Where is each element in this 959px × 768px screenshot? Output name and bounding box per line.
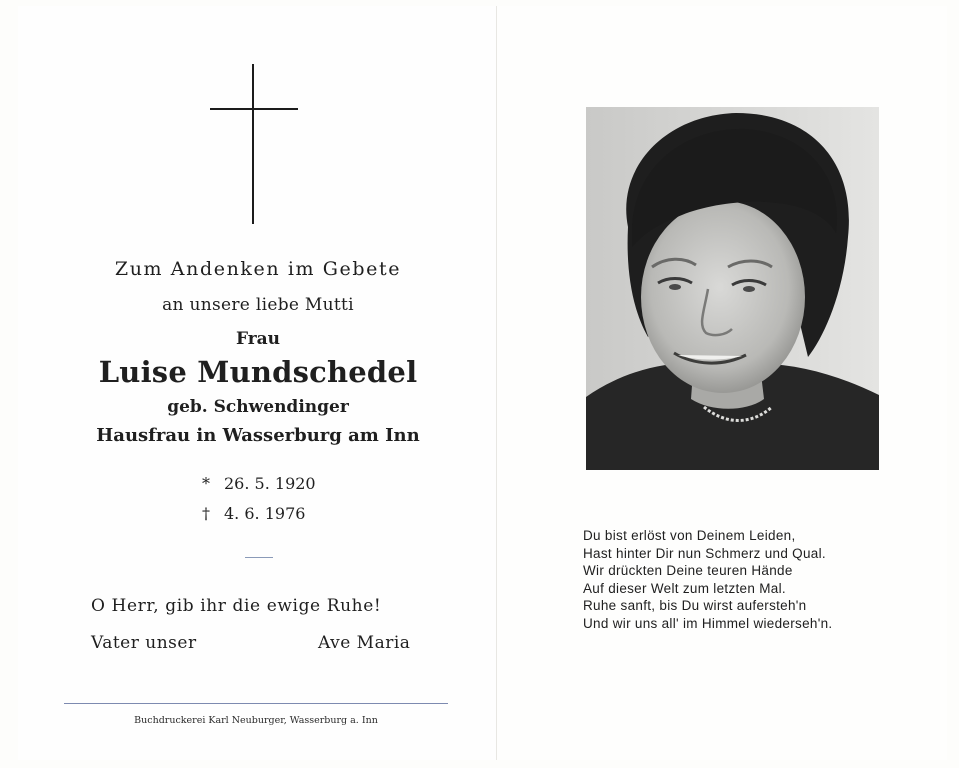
cross-horizontal-bar bbox=[210, 108, 298, 110]
maiden-name: geb. Schwendinger bbox=[167, 397, 349, 417]
salutation: Frau bbox=[235, 329, 281, 349]
death-cross-icon: † bbox=[202, 504, 210, 523]
poem-line: Du bist erlöst von Deinem Leiden, bbox=[583, 528, 796, 543]
poem bbox=[583, 527, 832, 633]
poem-line: Auf dieser Welt zum letzten Mal. bbox=[583, 580, 786, 596]
prayer-line: O Herr, gib ihr die ewige Ruhe! bbox=[91, 596, 382, 616]
birth-date: 26. 5. 1920 bbox=[224, 474, 316, 493]
poem-line: Hast hinter Dir nun Schmerz und Qual. bbox=[583, 545, 826, 561]
printer-imprint: Buchdruckerei Karl Neuburger, Wasserburg a. Inn bbox=[134, 715, 378, 726]
death-line bbox=[202, 504, 305, 523]
cross-vertical-bar bbox=[252, 64, 254, 224]
prayer-vater-unser: Vater unser bbox=[91, 633, 197, 653]
occupation: Hausfrau in Wasserburg am Inn bbox=[96, 425, 420, 446]
portrait-photo bbox=[586, 107, 879, 470]
birth-star-icon: * bbox=[202, 474, 210, 493]
poem-line: Ruhe sanft, bis Du wirst aufersteh'n bbox=[583, 598, 807, 614]
dedication-line: an unsere liebe Mutti bbox=[162, 295, 354, 315]
memorial-heading: Zum Andenken im Gebete bbox=[114, 258, 402, 280]
divider bbox=[245, 557, 273, 558]
deceased-name: Luise Mundschedel bbox=[98, 355, 418, 389]
poem-line: Wir drückten Deine teuren Hände bbox=[583, 563, 793, 579]
portrait-image bbox=[586, 107, 879, 470]
birth-line bbox=[202, 474, 316, 493]
poem-line: Und wir uns all' im Himmel wiederseh'n. bbox=[583, 615, 833, 631]
footer-divider bbox=[64, 703, 448, 704]
death-date: 4. 6. 1976 bbox=[224, 504, 306, 523]
prayer-ave-maria: Ave Maria bbox=[318, 633, 411, 653]
